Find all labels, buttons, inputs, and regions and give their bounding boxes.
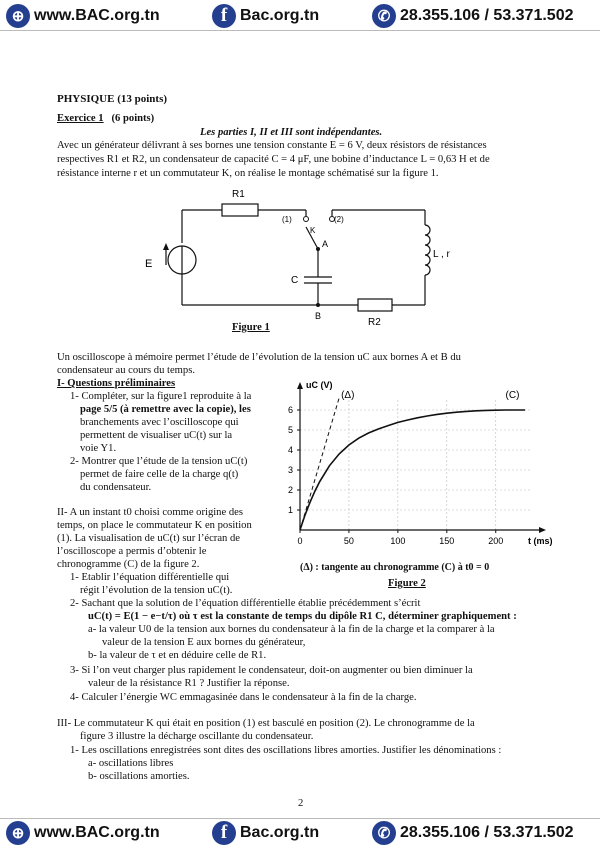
part3-intro-line: figure 3 illustre la décharge oscillante du condensateur. bbox=[80, 731, 314, 742]
part3-a: a- oscillations libres bbox=[88, 758, 174, 769]
label-k: K bbox=[310, 226, 316, 235]
part2-q1-line: 1- Etablir l’équation différentielle qui bbox=[70, 572, 230, 583]
series-label-curve: (C) bbox=[505, 390, 520, 401]
part2-q2-line: valeur de la tension E aux bornes du générateur, bbox=[102, 637, 306, 648]
part3-q1: 1- Les oscillations enregistrées sont dites des oscillations libres amorties. Justifier les dénominations : bbox=[70, 745, 502, 756]
site-link[interactable]: ⊕ www.BAC.org.tn bbox=[6, 4, 160, 28]
x-tick-label: 150 bbox=[439, 536, 455, 546]
part2-intro-line: l’oscilloscope a permis d’obtenir le bbox=[57, 546, 207, 557]
osc-line: condensateur au cours du temps. bbox=[57, 365, 195, 376]
facebook-icon: f bbox=[212, 821, 236, 845]
part1-q1-line: branchements avec l’oscilloscope qui bbox=[80, 417, 239, 428]
y-axis-arrow bbox=[297, 382, 303, 389]
facebook-icon: f bbox=[212, 4, 236, 28]
part2-q1-line: régit l’évolution de la tension uC(t). bbox=[80, 585, 233, 596]
chart-figure2 bbox=[270, 380, 560, 580]
phone-link[interactable]: ✆ 28.355.106 / 53.371.502 bbox=[372, 821, 574, 845]
osc-line: Un oscilloscope à mémoire permet l’étude de l’évolution de la tension uC aux bornes A et B du bbox=[57, 352, 461, 363]
intro-line: respectives R1 et R2, un condensateur de capacité C = 4 μF, une bobine d’inductance L = 0,63 H et de bbox=[57, 154, 490, 165]
label-lr: L , r bbox=[433, 249, 450, 260]
label-r2: R2 bbox=[368, 317, 381, 328]
y-axis-label: uC (V) bbox=[306, 380, 333, 390]
figure1-caption: Figure 1 bbox=[232, 322, 270, 333]
x-tick-label: 0 bbox=[297, 536, 303, 546]
part2-intro-line: chronogramme (C) de la figure 2. bbox=[57, 559, 200, 570]
label-c: C bbox=[291, 275, 299, 286]
phone-icon: ✆ bbox=[372, 4, 396, 28]
phone-link[interactable]: ✆ 28.355.106 / 53.371.502 bbox=[372, 4, 574, 28]
footer-bar bbox=[0, 818, 600, 847]
label-b: B bbox=[315, 311, 322, 321]
intro-line: Avec un générateur délivrant à ses bornes une tension constante E = 6 V, deux résistors de résistances bbox=[57, 140, 487, 151]
x-tick-label: 100 bbox=[390, 536, 406, 546]
part2-q2-line: uC(t) = E(1 − e−t/τ) où τ est la constante de temps du dipôle R1 C, déterminer graphiquement : bbox=[88, 611, 517, 622]
y-tick-label: 1 bbox=[287, 505, 293, 515]
label-pos1: (1) bbox=[282, 215, 292, 224]
phone-icon: ✆ bbox=[372, 821, 396, 845]
part1-q1-line: permettent de visualiser uC(t) sur la bbox=[80, 430, 233, 441]
part2-intro-line: II- A un instant t0 choisi comme origine des bbox=[57, 507, 243, 518]
resistor-r1 bbox=[222, 204, 258, 216]
x-tick-label: 200 bbox=[488, 536, 504, 546]
part1-title: I- Questions préliminaires bbox=[57, 378, 176, 389]
intro-line: résistance interne r et un commutateur K, on réalise le montage schématisé sur la figure 1. bbox=[57, 168, 439, 179]
y-tick-label: 4 bbox=[287, 445, 293, 455]
exercise-header: Exercice 1 (6 points) bbox=[57, 113, 155, 124]
resistor-r2 bbox=[358, 299, 392, 311]
part1-q1-line: page 5/5 (à remettre avec la copie), les bbox=[80, 404, 251, 415]
y-tick-label: 6 bbox=[287, 405, 293, 415]
label-e: E bbox=[145, 258, 153, 270]
label-r1: R1 bbox=[232, 189, 245, 200]
part2-q2-line: b- la valeur de τ et en déduire celle de R1. bbox=[88, 650, 267, 661]
globe-icon: ⊕ bbox=[6, 4, 30, 28]
part3-intro-line: III- Le commutateur K qui était en position (1) est basculé en position (2). Le chronogramme de la bbox=[57, 718, 475, 729]
series-label-tangent: (Δ) bbox=[341, 390, 355, 401]
site-link[interactable]: ⊕ www.BAC.org.tn bbox=[6, 821, 160, 845]
part2-q2-line: 2- Sachant que la solution de l’équation différentielle établie précédemment s’écrit bbox=[70, 598, 421, 609]
x-axis-arrow bbox=[539, 527, 546, 533]
part1-q2-line: du condensateur. bbox=[80, 482, 152, 493]
parts-note: Les parties I, II et III sont indépendantes. bbox=[200, 127, 383, 138]
part1-q2-line: 2- Montrer que l’étude de la tension uC(t) bbox=[70, 456, 248, 467]
part2-q4-line: 4- Calculer l’énergie WC emmagasinée dans le condensateur à la fin de la charge. bbox=[70, 692, 417, 703]
tangent-note: (Δ) : tangente au chronogramme (C) à t0 = 0 bbox=[300, 562, 490, 573]
label-pos2: (2) bbox=[334, 215, 344, 224]
y-tick-label: 3 bbox=[287, 465, 293, 475]
part2-q3-line: 3- Si l’on veut charger plus rapidement le condensateur, doit-on augmenter ou bien diminuer la bbox=[70, 665, 473, 676]
figure2-caption: Figure 2 bbox=[388, 578, 426, 589]
x-axis-label: t (ms) bbox=[528, 536, 553, 546]
facebook-link[interactable]: f Bac.org.tn bbox=[212, 821, 319, 845]
part2-intro-line: temps, on place le commutateur K en position bbox=[57, 520, 252, 531]
header-bar bbox=[0, 2, 600, 31]
coil-l bbox=[425, 225, 430, 275]
part2-intro-line: (1). La visualisation de uC(t) sur l’écran de bbox=[57, 533, 240, 544]
globe-icon: ⊕ bbox=[6, 821, 30, 845]
y-tick-label: 5 bbox=[287, 425, 293, 435]
y-tick-label: 2 bbox=[287, 485, 293, 495]
circuit-figure bbox=[140, 185, 460, 335]
part1-q1-line: voie Y1. bbox=[80, 443, 117, 454]
section-title: PHYSIQUE (13 points) bbox=[57, 93, 168, 105]
part1-q1-line: 1- Compléter, sur la figure1 reproduite à la bbox=[70, 391, 252, 402]
part2-q3-line: valeur de la résistance R1 ? Justifier la réponse. bbox=[88, 678, 290, 689]
page-number: 2 bbox=[298, 798, 304, 809]
label-a: A bbox=[322, 239, 329, 249]
part1-q2-line: permet de faire celle de la charge q(t) bbox=[80, 469, 239, 480]
facebook-link[interactable]: f Bac.org.tn bbox=[212, 4, 319, 28]
part3-b: b- oscillations amorties. bbox=[88, 771, 190, 782]
x-tick-label: 50 bbox=[343, 536, 354, 546]
part2-q2-line: a- la valeur U0 de la tension aux bornes du condensateur à la fin de la charge et la comparer à la bbox=[88, 624, 495, 635]
